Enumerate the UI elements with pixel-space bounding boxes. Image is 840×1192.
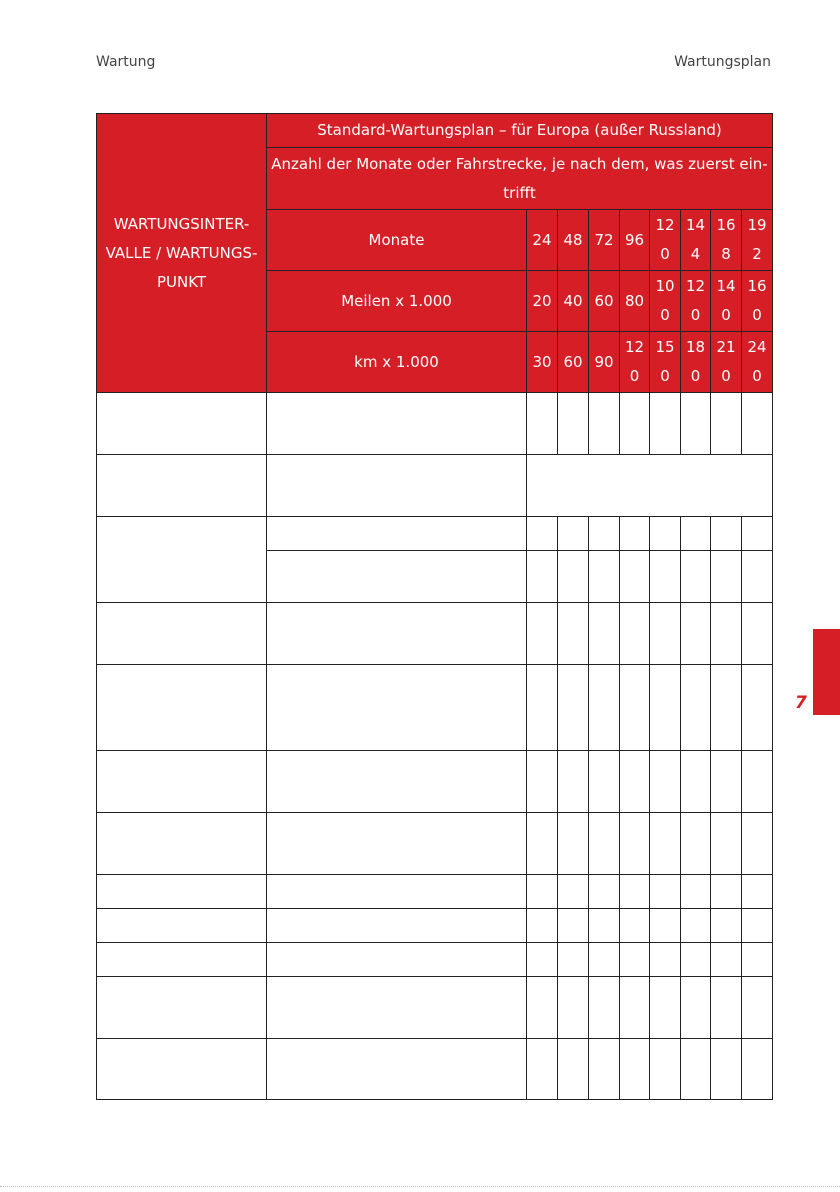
interval-cell: 24 0	[742, 332, 773, 393]
interval-cell: 24	[527, 210, 558, 271]
interval-cell: 14 0	[711, 271, 742, 332]
table-row	[97, 603, 773, 665]
interval-cell: 10 0	[650, 271, 681, 332]
table-row	[97, 977, 773, 1039]
interval-cell: 48	[558, 210, 589, 271]
table-row	[97, 813, 773, 875]
unit-label-miles: Meilen x 1.000	[267, 271, 527, 332]
interval-cell: 60	[589, 271, 620, 332]
table-row	[97, 665, 773, 751]
header-title: Wartungsplan	[674, 54, 771, 70]
interval-cell: 21 0	[711, 332, 742, 393]
table-row	[97, 943, 773, 977]
interval-cell: 30	[527, 332, 558, 393]
interval-cell: 20	[527, 271, 558, 332]
interval-cell: 72	[589, 210, 620, 271]
table-row	[97, 517, 773, 551]
chapter-tab	[813, 629, 840, 715]
table-row	[97, 751, 773, 813]
unit-label-km: km x 1.000	[267, 332, 527, 393]
interval-cell: 16 8	[711, 210, 742, 271]
interval-cell: 40	[558, 271, 589, 332]
interval-cell: 96	[620, 210, 650, 271]
interval-cell: 18 0	[681, 332, 711, 393]
header-section: Wartung	[96, 54, 156, 70]
interval-cell: 14 4	[681, 210, 711, 271]
table-row	[97, 1039, 773, 1100]
interval-cell: 90	[589, 332, 620, 393]
interval-cell: 19 2	[742, 210, 773, 271]
interval-cell: 12 0	[650, 210, 681, 271]
interval-cell: 15 0	[650, 332, 681, 393]
table-row	[97, 393, 773, 455]
chapter-number: 7	[795, 693, 807, 713]
interval-cell: 16 0	[742, 271, 773, 332]
plan-title: Standard-Wartungsplan – für Europa (außer Russland)	[267, 114, 773, 148]
table-row	[97, 909, 773, 943]
interval-cell: 80	[620, 271, 650, 332]
row-header-cell	[97, 114, 267, 393]
page-bottom-divider	[0, 1186, 840, 1188]
plan-subtitle	[267, 148, 773, 210]
interval-cell: 12 0	[620, 332, 650, 393]
plan-subtitle-text: Anzahl der Monate oder Fahrstrecke, je nach dem, was zuerst ein-trifft	[271, 154, 768, 202]
table-row	[97, 875, 773, 909]
interval-cell: 60	[558, 332, 589, 393]
interval-cell: 12 0	[681, 271, 711, 332]
table-row	[97, 455, 773, 517]
row-header-label: WARTUNGSINTER-VALLE / WARTUNGS-PUNKT	[105, 214, 258, 291]
unit-label-months: Monate	[267, 210, 527, 271]
maintenance-schedule-table	[96, 113, 773, 1100]
